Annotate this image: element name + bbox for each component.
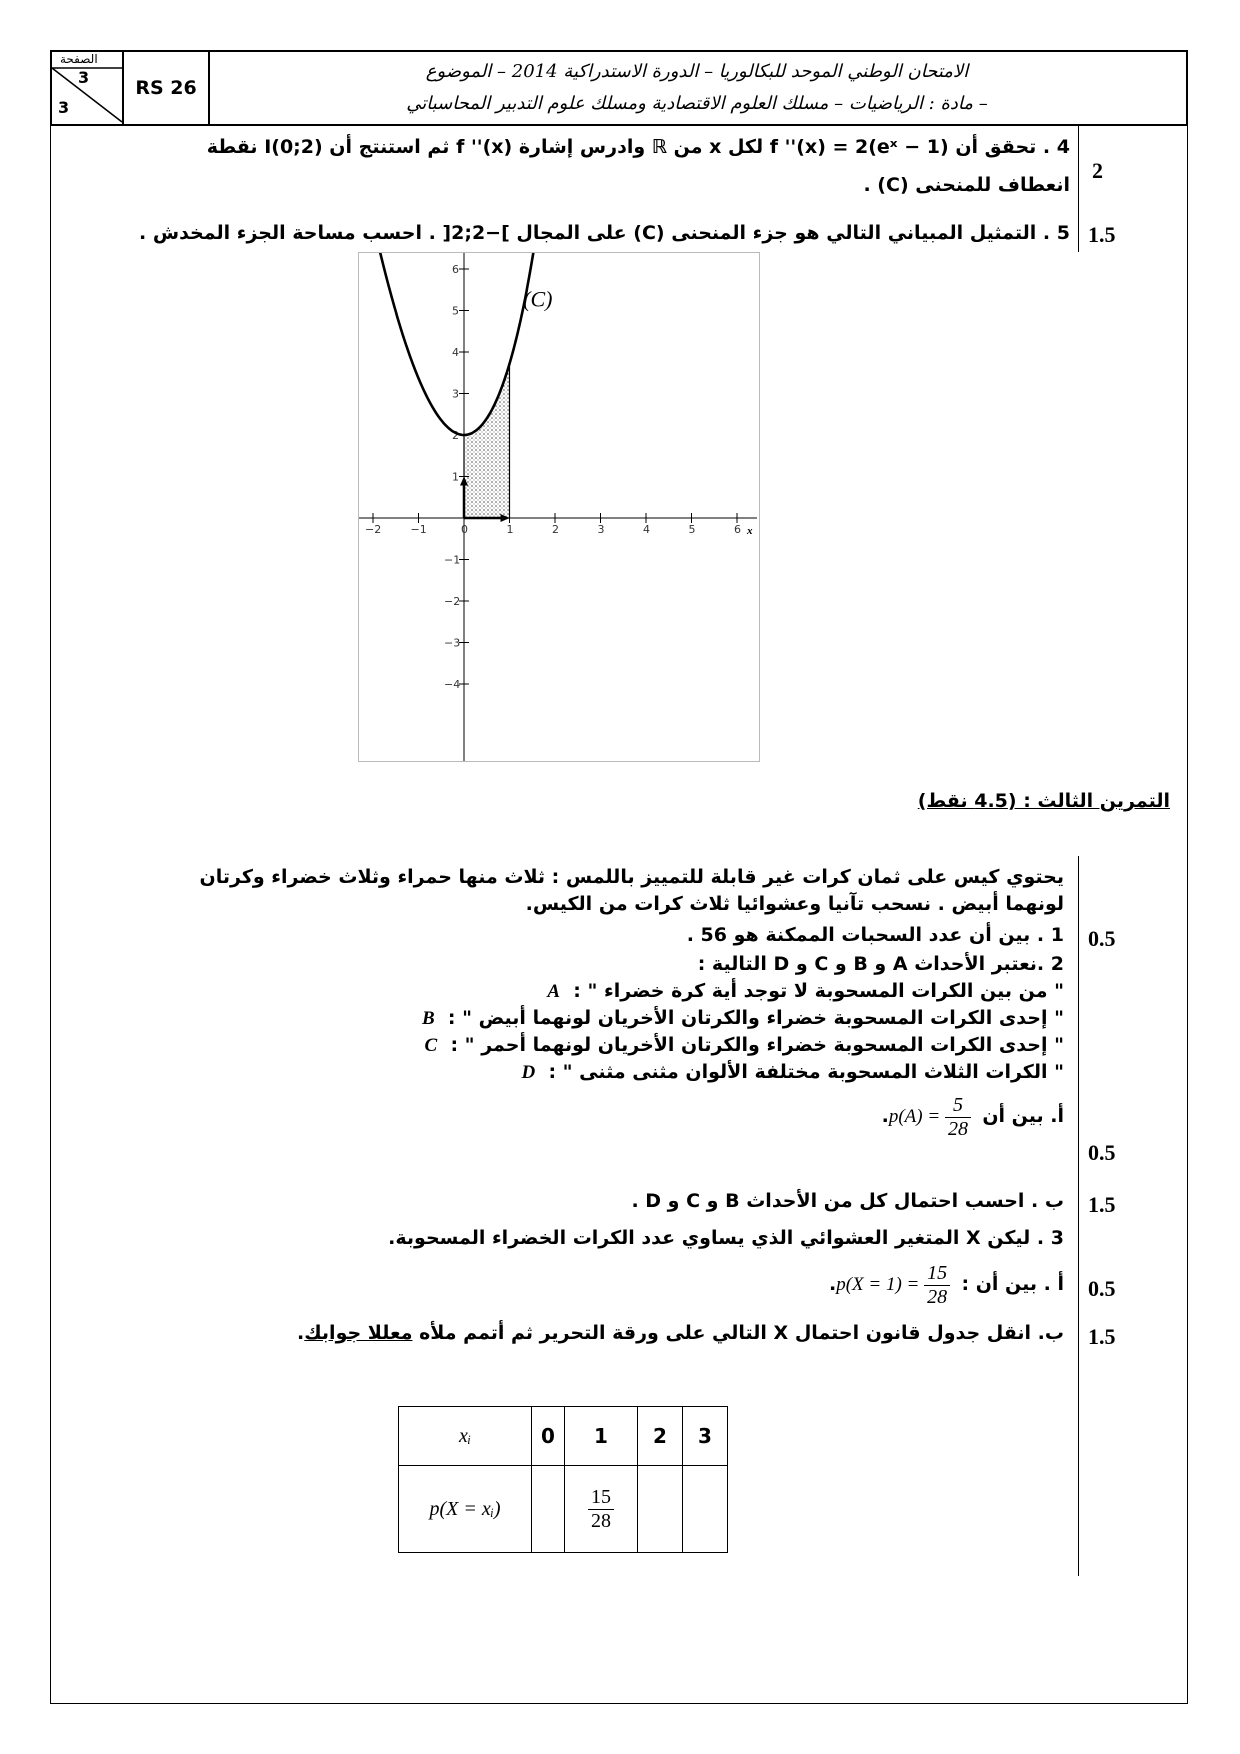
y-tick-label: −1: [444, 553, 461, 567]
exercise-3-q3a: أ . بين أن : p(X = 1) = $\frac{15}{28}$ .: [828, 1262, 1064, 1308]
q2a-label: أ. بين أن: [982, 1104, 1064, 1127]
y-tick-label: 4: [452, 346, 459, 359]
q3a-label: أ . بين أن :: [961, 1272, 1064, 1295]
probability-table: [398, 1406, 728, 1553]
exercise-3-q2a-points: 0.5: [1088, 1140, 1116, 1165]
exam-header: [50, 50, 1188, 126]
y-tick-label: −3: [444, 636, 461, 650]
y-tick-label: 1: [452, 470, 459, 484]
event-item: [521, 1061, 1064, 1084]
event-label: A: [547, 981, 561, 1002]
table-cell-p1: [565, 1466, 638, 1553]
event-text: : " من بين الكرات المسحوبة لا توجد أية كرة خضراء ": [573, 980, 1064, 1002]
table-cell-p0: [532, 1466, 565, 1553]
q3a-fraction: [924, 1262, 950, 1309]
exercise-3-q3b-points: 1.5: [1088, 1324, 1116, 1349]
table-cell-p3: [683, 1466, 728, 1553]
table-row-values: [399, 1407, 728, 1466]
event-label: B: [421, 1008, 435, 1029]
question-4-line2: انعطاف للمنحنى (C) .: [863, 174, 1070, 196]
table-p1-numerator: 15: [588, 1486, 614, 1510]
exercise-3-intro-line1: يحتوي كيس على ثمان كرات غير قابلة للتمييز باللمس : ثلاث منها حمراء وثلاث خضراء وكرتان: [199, 866, 1064, 888]
x-tick-label: −2: [365, 523, 382, 536]
question-4-line1: 4 . تحقق أن f ''(x) = 2(eˣ − 1) لكل x من ℝ وادرس إشارة f ''(x) ثم استنتج أن I(0;2) نقطة: [206, 136, 1070, 158]
page-number-box: [52, 52, 124, 124]
exam-code: RS 26: [124, 52, 210, 124]
q2a-numerator: 5: [945, 1094, 971, 1118]
x-tick-label: 2: [552, 523, 559, 536]
chart-svg: [359, 253, 759, 761]
q2a-lhs: p(A) =: [888, 1105, 941, 1127]
event-text: : " الكرات الثلاث المسحوبة مختلفة الألوان مثنى مثنى ": [548, 1061, 1064, 1083]
exam-title-line2: – مادة : الرياضيات – مسلك العلوم الاقتصادية ومسلك علوم التدبير المحاسباتي: [406, 93, 988, 114]
y-tick-label: 5: [452, 304, 459, 318]
event-item: [422, 1007, 1064, 1030]
question-5-text: 5 . التمثيل المبياني التالي هو جزء المنحنى (C) على المجال ]−2;2[ . احسب مساحة الجزء المخدش .: [139, 222, 1070, 244]
q2a-fraction: [945, 1094, 971, 1141]
question-5-points: 1.5: [1088, 222, 1116, 247]
x-tick-label: 3: [597, 523, 605, 536]
exercise-3-q3: 3 . ليكن X المتغير العشوائي الذي يساوي عدد الكرات الخضراء المسحوبة.: [388, 1227, 1064, 1249]
q3a-numerator: 15: [924, 1262, 950, 1286]
table-cell-x2: 2: [638, 1407, 683, 1466]
exercise-3-q2b: ب . احسب احتمال كل من الأحداث B و C و D .: [631, 1190, 1064, 1212]
exercise-3-q2b-points: 1.5: [1088, 1192, 1116, 1217]
exercise-3-intro-line2: لونهما أبيض . نسحب تآنيا وعشوائيا ثلاث كرات من الكيس.: [525, 893, 1064, 915]
q3b-underlined: معللا جوابك: [304, 1322, 413, 1344]
y-tick-label: 6: [452, 263, 459, 276]
q3b-text: ب. انقل جدول قانون احتمال X التالي على ورقة التحرير ثم أتمم ملأه: [412, 1322, 1064, 1344]
event-item: [425, 1034, 1064, 1057]
page-total: 3: [58, 98, 70, 117]
event-item: [547, 980, 1064, 1003]
x-axis-label: x: [747, 525, 753, 537]
exercise-3-title: التمرين الثالث : (4.5 نقط): [917, 790, 1170, 812]
y-tick-label: −2: [444, 595, 461, 608]
table-header-xi: xᵢ: [399, 1407, 532, 1466]
function-graph: [358, 252, 760, 762]
q2a-formula: [888, 1094, 976, 1140]
y-tick-label: 3: [452, 387, 459, 401]
x-tick-label: 1: [506, 523, 514, 536]
points-column-line-top: [1078, 126, 1079, 252]
table-cell-x3: 3: [683, 1407, 728, 1466]
event-label: D: [521, 1062, 536, 1083]
curve-label: (C): [523, 286, 553, 312]
page-label: الصفحة: [60, 52, 98, 66]
y-tick-label: 2: [452, 429, 459, 442]
table-cell-p2: [638, 1466, 683, 1553]
x-tick-label: 6: [734, 523, 741, 536]
y-tick-label: −4: [444, 678, 461, 691]
q2a-denominator: 28: [947, 1118, 968, 1140]
question-4-points: 2: [1092, 158, 1103, 183]
exercise-3-q3b: ب. انقل جدول قانون احتمال X التالي على ورقة التحرير ثم أتمم ملأه معللا جوابك.: [297, 1322, 1064, 1344]
exercise-3-q2: 2 .نعتبر الأحداث A و B و C و D التالية :: [697, 953, 1064, 975]
table-p1-denominator: 28: [591, 1509, 611, 1532]
exercise-3-q2a: أ. بين أن p(A) = $\frac{5}{28}$ .: [881, 1094, 1064, 1140]
page-current: 3: [78, 68, 90, 87]
exercise-3-q1: 1 . بين أن عدد السحبات الممكنة هو 56 .: [686, 924, 1064, 946]
exam-title-line1: الامتحان الوطني الموحد للبكالوريا – الدورة الاستدراكية 2014 – الموضوع: [425, 61, 969, 82]
table-cell-x1: 1: [565, 1407, 638, 1466]
x-tick-label: 5: [688, 523, 696, 536]
points-column-line-bottom: [1078, 856, 1079, 1576]
x-tick-label: 4: [643, 523, 650, 536]
table-header-probability: p(X = xᵢ): [399, 1466, 532, 1553]
exercise-3-q1-points: 0.5: [1088, 926, 1116, 951]
x-tick-label: −1: [410, 523, 427, 536]
event-label: C: [424, 1035, 438, 1056]
q3a-lhs: p(X = 1) =: [836, 1273, 920, 1295]
exam-title: [220, 56, 1174, 120]
x-tick-label: 0: [461, 523, 468, 536]
table-cell-x0: 0: [532, 1407, 565, 1466]
event-text: : " إحدى الكرات المسحوبة خضراء والكرتان الأخريان لونهما أبيض ": [447, 1007, 1064, 1029]
exercise-3-q3a-points: 0.5: [1088, 1276, 1116, 1301]
curve-C: [364, 253, 544, 435]
q3a-denominator: 28: [927, 1286, 948, 1308]
event-text: : " إحدى الكرات المسحوبة خضراء والكرتان الأخريان لونهما أحمر ": [450, 1034, 1064, 1056]
table-row-probabilities: [399, 1466, 728, 1553]
